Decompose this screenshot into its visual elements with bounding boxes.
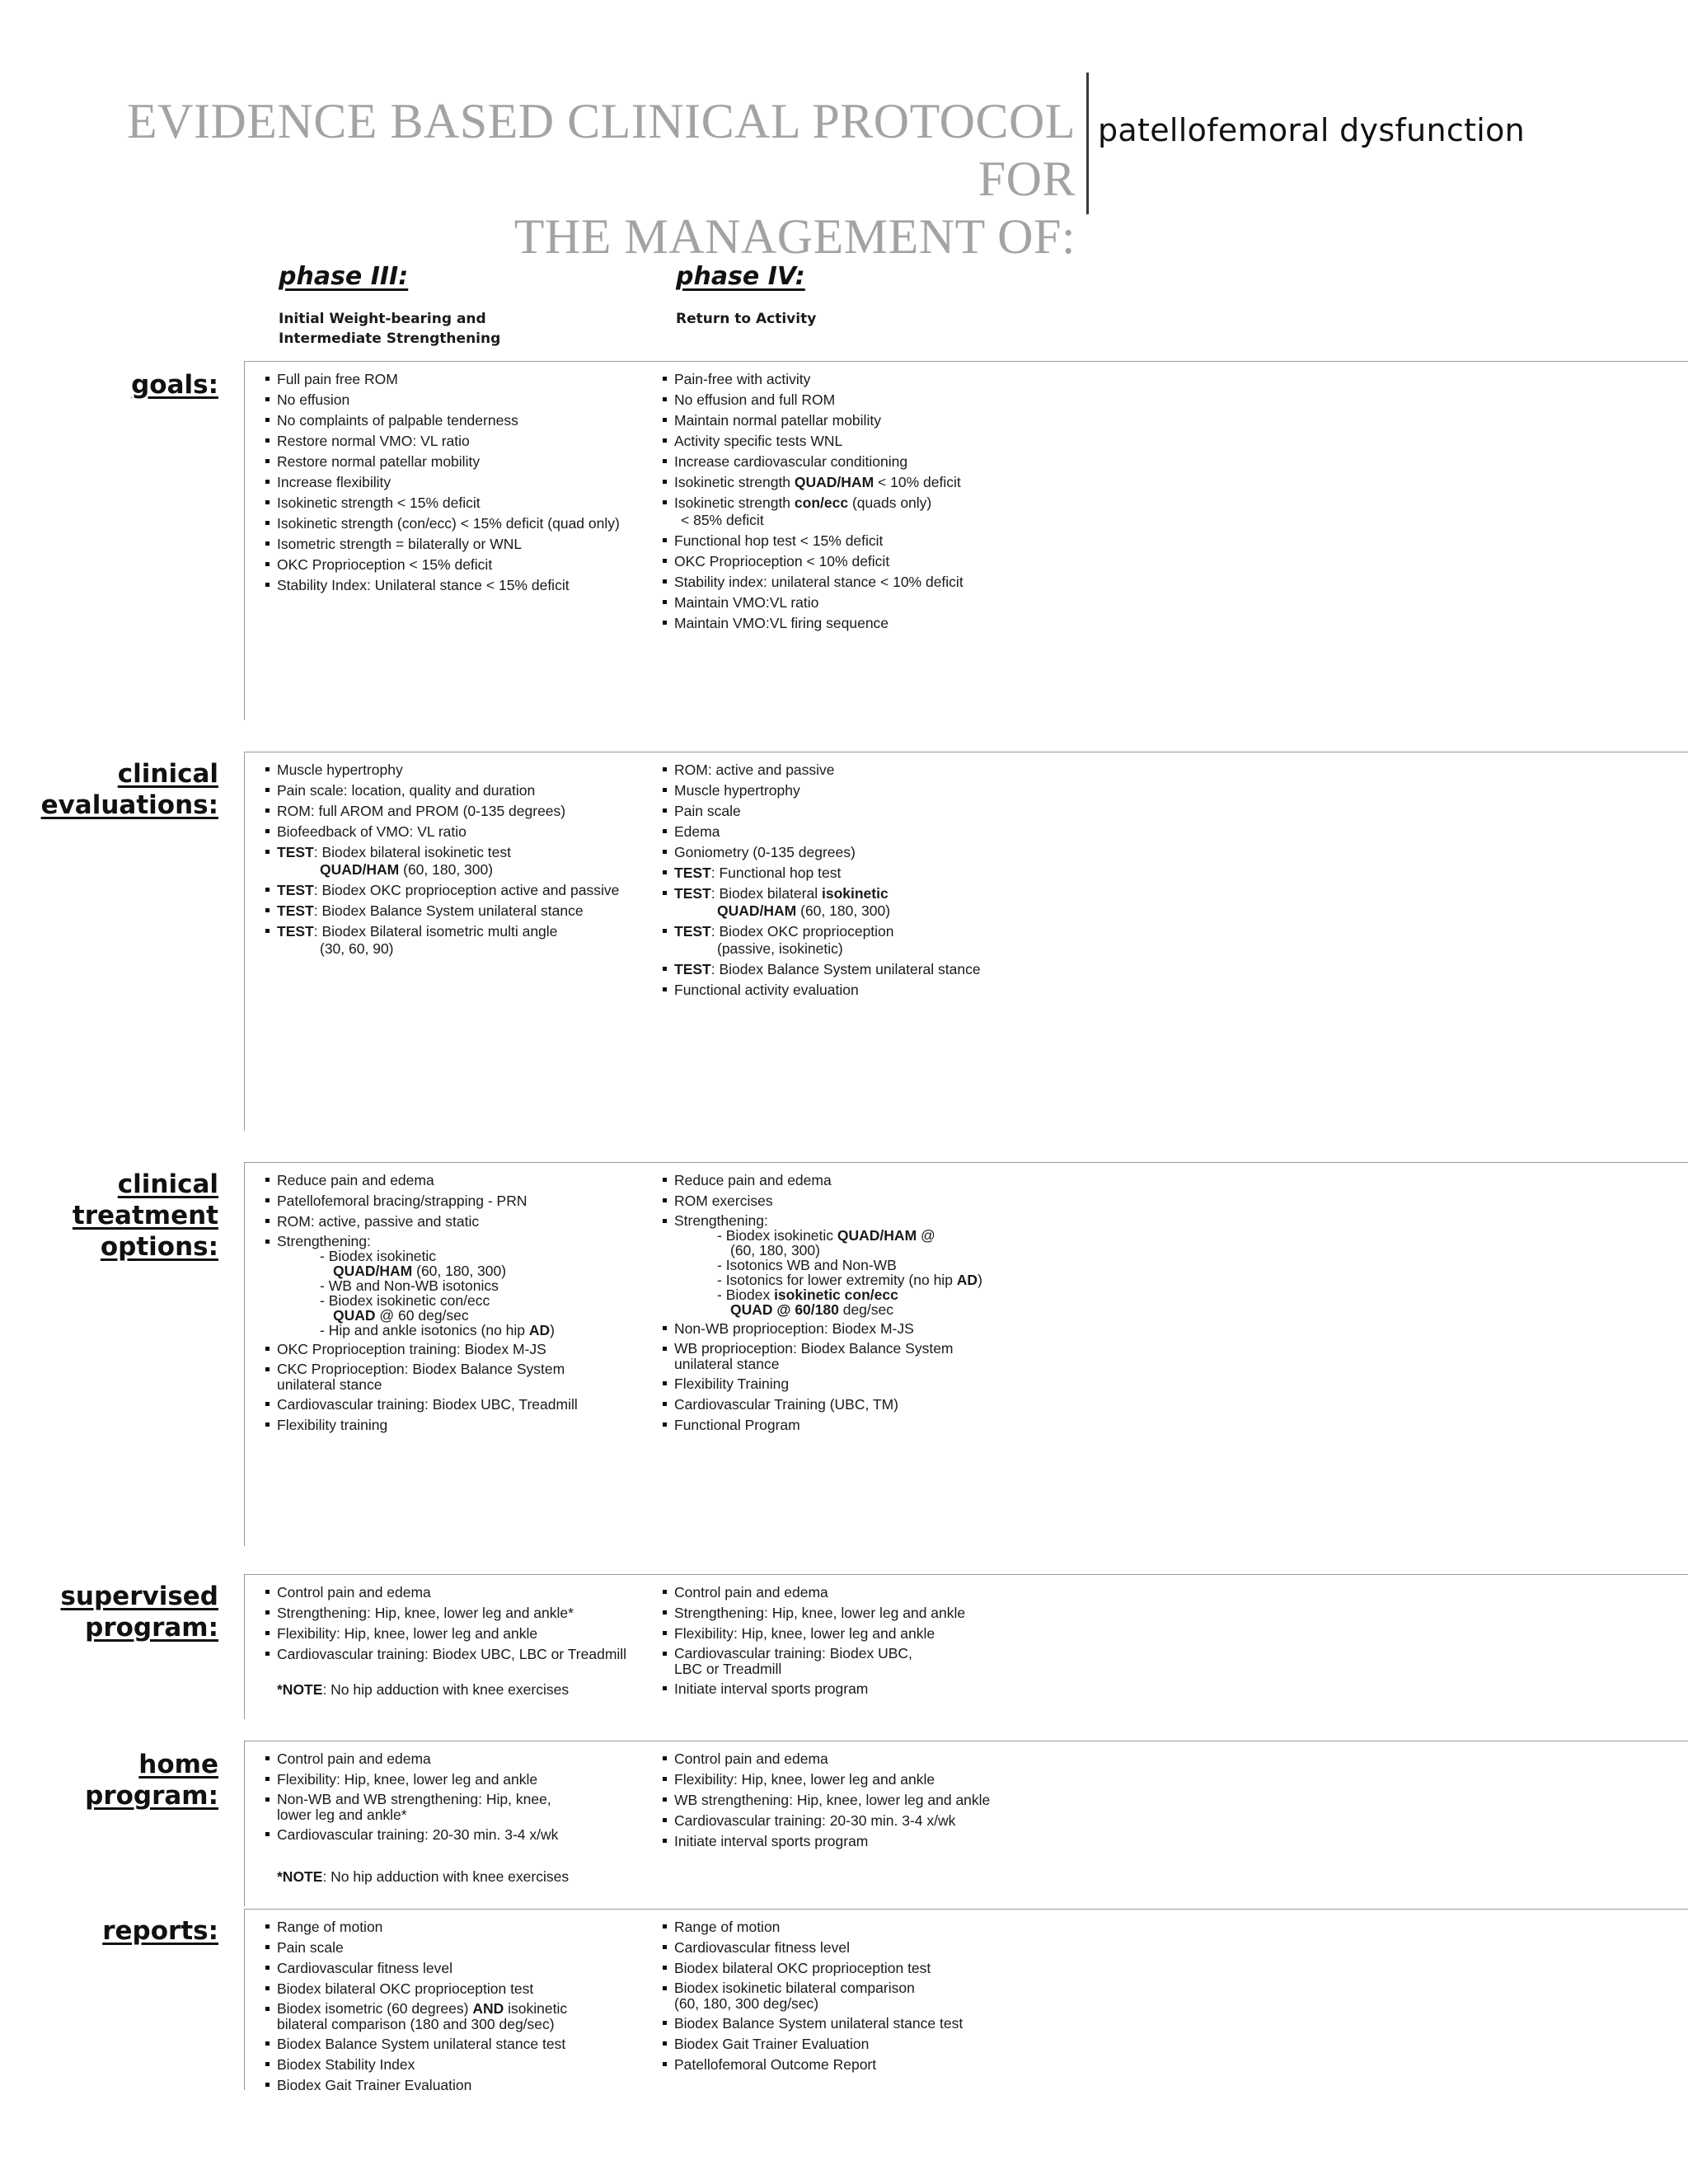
list-item bbox=[265, 1792, 653, 1823]
list-item bbox=[663, 1341, 1108, 1372]
evaluations-label bbox=[16, 758, 218, 821]
item-text: - Isotonics for lower extremity (no hip bbox=[717, 1272, 957, 1288]
sub-item bbox=[674, 1228, 1108, 1243]
treatment-label bbox=[16, 1169, 218, 1263]
item-bold: isokinetic bbox=[821, 885, 889, 902]
note-bold: *NOTE bbox=[277, 1868, 323, 1885]
list-item bbox=[663, 885, 1108, 920]
item-text: Biodex isokinetic bilateral comparison bbox=[674, 1980, 915, 1996]
item-text: ) bbox=[978, 1272, 982, 1288]
list-item: Cardiovascular Training (UBC, TM) bbox=[663, 1396, 1108, 1413]
item-text: Non-WB and WB strengthening: Hip, knee, bbox=[277, 1791, 551, 1807]
list-item: Biodex Stability Index bbox=[265, 2056, 653, 2074]
item-bold: isokinetic con/ecc bbox=[774, 1286, 898, 1303]
list-item: Full pain free ROM bbox=[265, 371, 653, 388]
item-bold: TEST bbox=[674, 865, 711, 881]
list-item: Patellofemoral Outcome Report bbox=[663, 2056, 1108, 2074]
list-item: Strengthening: Hip, knee, lower leg and ankle bbox=[663, 1605, 1108, 1622]
item-text: Isokinetic strength bbox=[674, 494, 795, 511]
item-bold: AND bbox=[472, 2000, 504, 2017]
item-text: deg/sec bbox=[838, 1301, 893, 1318]
item-text: @ 60 deg/sec bbox=[375, 1307, 469, 1324]
list-item: Restore normal VMO: VL ratio bbox=[265, 433, 653, 450]
item-bold: TEST bbox=[674, 961, 711, 977]
item-continuation bbox=[277, 861, 653, 879]
list-item: Flexibility: Hip, knee, lower leg and ankle bbox=[265, 1625, 653, 1643]
list-item: Flexibility Training bbox=[663, 1376, 1108, 1393]
list-item: Edema bbox=[663, 823, 1108, 841]
list-item: Cardiovascular training: Biodex UBC, Treadmill bbox=[265, 1396, 653, 1413]
sub-item bbox=[277, 1263, 653, 1278]
list-item: Flexibility: Hip, knee, lower leg and ankle bbox=[265, 1771, 653, 1788]
list-item: OKC Proprioception training: Biodex M-JS bbox=[265, 1341, 653, 1358]
treatment-section bbox=[0, 1162, 1688, 1546]
list-item: Biofeedback of VMO: VL ratio bbox=[265, 823, 653, 841]
list-item: Initiate interval sports program bbox=[663, 1680, 1108, 1698]
list-item: Non-WB proprioception: Biodex M-JS bbox=[663, 1320, 1108, 1338]
list-item: Pain scale: location, quality and duration bbox=[265, 782, 653, 799]
list-item: Functional hop test < 15% deficit bbox=[663, 532, 1108, 550]
list-item: Isometric strength = bilaterally or WNL bbox=[265, 536, 653, 553]
item-text: (60, 180, 300) bbox=[412, 1263, 507, 1279]
list-item: Functional Program bbox=[663, 1417, 1108, 1434]
supervised-phase4-list bbox=[663, 1584, 1108, 1701]
note-bold: *NOTE bbox=[277, 1681, 323, 1698]
phase-3-subtitle bbox=[279, 309, 658, 349]
evaluations-section bbox=[0, 752, 1688, 1131]
list-item: Patellofemoral bracing/strapping - PRN bbox=[265, 1193, 653, 1210]
item-text: : Biodex OKC proprioception bbox=[710, 923, 894, 940]
sub-item bbox=[277, 1308, 653, 1323]
list-item: Control pain and edema bbox=[265, 1750, 653, 1768]
list-item: No complaints of palpable tenderness bbox=[265, 412, 653, 429]
list-item: Cardiovascular training: 20-30 min. 3-4 x/wk bbox=[265, 1826, 653, 1844]
list-item: Muscle hypertrophy bbox=[265, 762, 653, 779]
list-item bbox=[265, 1234, 653, 1338]
list-item: Range of motion bbox=[265, 1919, 653, 1936]
protocol-subject: patellofemoral dysfunction bbox=[1098, 112, 1526, 148]
item-bold: con/ecc bbox=[794, 494, 849, 511]
item-bold: QUAD/HAM bbox=[794, 474, 874, 490]
list-item: Cardiovascular training: 20-30 min. 3-4 x/wk bbox=[663, 1812, 1108, 1830]
list-item: Reduce pain and edema bbox=[265, 1172, 653, 1189]
list-item: Initiate interval sports program bbox=[663, 1833, 1108, 1850]
item-text: Cardiovascular training: Biodex UBC, bbox=[674, 1645, 912, 1661]
item-text: ) bbox=[550, 1322, 555, 1338]
goals-phase4-list bbox=[663, 371, 1108, 635]
list-item: Muscle hypertrophy bbox=[663, 782, 1108, 799]
list-item: Maintain VMO:VL ratio bbox=[663, 594, 1108, 612]
evaluations-phase4-list bbox=[663, 762, 1108, 1002]
list-item: Biodex Balance System unilateral stance test bbox=[663, 2015, 1108, 2032]
item-text: isokinetic bbox=[504, 2000, 568, 2017]
list-item: OKC Proprioception < 15% deficit bbox=[265, 556, 653, 574]
item-continuation: (passive, isokinetic) bbox=[717, 940, 843, 957]
home-label-line2: program: bbox=[85, 1781, 218, 1811]
item-bold: QUAD/HAM bbox=[333, 1263, 413, 1279]
list-item: Flexibility: Hip, knee, lower leg and ankle bbox=[663, 1625, 1108, 1643]
list-item: Activity specific tests WNL bbox=[663, 433, 1108, 450]
evaluations-label-line2: evaluations: bbox=[40, 790, 218, 820]
list-item: Flexibility: Hip, knee, lower leg and ankle bbox=[663, 1771, 1108, 1788]
list-item: Pain scale bbox=[663, 803, 1108, 820]
item-text: Strengthening: bbox=[277, 1233, 371, 1249]
item-text: - Biodex isokinetic bbox=[717, 1227, 837, 1244]
list-item: Increase cardiovascular conditioning bbox=[663, 453, 1108, 471]
phase-3-header bbox=[279, 262, 658, 349]
item-text: < 10% deficit bbox=[874, 474, 961, 490]
item-text: : Functional hop test bbox=[710, 865, 842, 881]
list-item: OKC Proprioception < 10% deficit bbox=[663, 553, 1108, 570]
item-bold: TEST bbox=[277, 844, 314, 860]
item-bold: TEST bbox=[277, 902, 314, 919]
list-item: Restore normal patellar mobility bbox=[265, 453, 653, 471]
item-text: CKC Proprioception: Biodex Balance System bbox=[277, 1361, 565, 1377]
treatment-label-line1: clinical bbox=[117, 1169, 218, 1199]
supervised-note bbox=[277, 1681, 569, 1699]
list-item: Cardiovascular fitness level bbox=[663, 1939, 1108, 1957]
supervised-phase3-list bbox=[265, 1584, 653, 1666]
item-text: : Biodex bilateral isokinetic test bbox=[313, 844, 512, 860]
home-label-line1: home bbox=[138, 1750, 218, 1779]
item-text: : Biodex Bilateral isometric multi angle bbox=[313, 923, 558, 940]
item-text: - Biodex bbox=[717, 1286, 775, 1303]
list-item: Cardiovascular fitness level bbox=[265, 1960, 653, 1977]
item-continuation: < 85% deficit bbox=[681, 512, 764, 528]
evaluations-phase3-list bbox=[265, 762, 653, 961]
item-text: - Hip and ankle isotonics (no hip bbox=[320, 1322, 529, 1338]
item-bold: QUAD @ 60/180 bbox=[730, 1301, 839, 1318]
item-bold: TEST bbox=[674, 885, 711, 902]
item-bold: AD bbox=[956, 1272, 978, 1288]
list-item: Pain scale bbox=[265, 1939, 653, 1957]
home-phase3-list bbox=[265, 1750, 653, 1847]
treatment-phase4-list bbox=[663, 1172, 1108, 1437]
item-text: : Biodex Balance System unilateral stance bbox=[710, 961, 981, 977]
phase-4-name: phase IV: bbox=[676, 262, 805, 291]
list-item: WB strengthening: Hip, knee, lower leg and ankle bbox=[663, 1792, 1108, 1809]
protocol-title-line2: THE MANAGEMENT OF: bbox=[513, 209, 1076, 264]
item-continuation: LBC or Treadmill bbox=[674, 1661, 782, 1677]
item-text: : Biodex bilateral bbox=[710, 885, 822, 902]
item-text: Biodex isometric (60 degrees) bbox=[277, 2000, 473, 2017]
list-item bbox=[663, 1213, 1108, 1317]
home-phase4-list bbox=[663, 1750, 1108, 1854]
item-continuation: lower leg and ankle* bbox=[277, 1807, 407, 1823]
list-item bbox=[265, 902, 653, 920]
list-item: Isokinetic strength < 15% deficit bbox=[265, 494, 653, 512]
list-item: Biodex bilateral OKC proprioception test bbox=[663, 1960, 1108, 1977]
list-item: Range of motion bbox=[663, 1919, 1108, 1936]
home-label bbox=[16, 1749, 218, 1811]
list-item: Maintain normal patellar mobility bbox=[663, 412, 1108, 429]
list-item: Pain-free with activity bbox=[663, 371, 1108, 388]
list-item: ROM: active, passive and static bbox=[265, 1213, 653, 1230]
list-item bbox=[663, 494, 1108, 529]
reports-label: reports: bbox=[102, 1916, 218, 1946]
note-text: : No hip adduction with knee exercises bbox=[322, 1868, 570, 1885]
list-item: No effusion bbox=[265, 391, 653, 409]
list-item: Stability index: unilateral stance < 10% deficit bbox=[663, 574, 1108, 591]
list-item: No effusion and full ROM bbox=[663, 391, 1108, 409]
treatment-phase3-list bbox=[265, 1172, 653, 1437]
list-item: Stability Index: Unilateral stance < 15% deficit bbox=[265, 577, 653, 594]
item-bold: TEST bbox=[674, 923, 711, 940]
item-text: WB proprioception: Biodex Balance System bbox=[674, 1340, 954, 1357]
sub-item: (60, 180, 300) bbox=[730, 1242, 820, 1258]
supervised-section bbox=[0, 1574, 1688, 1719]
list-item: Cardiovascular training: Biodex UBC, LBC or Treadmill bbox=[265, 1646, 653, 1663]
list-item: Reduce pain and edema bbox=[663, 1172, 1108, 1189]
sub-item bbox=[674, 1302, 1108, 1317]
list-item: ROM exercises bbox=[663, 1193, 1108, 1210]
item-bold: QUAD bbox=[333, 1307, 376, 1324]
sub-item bbox=[674, 1287, 1108, 1302]
list-item: Biodex bilateral OKC proprioception test bbox=[265, 1980, 653, 1998]
list-item bbox=[663, 1646, 1108, 1677]
list-item: Biodex Balance System unilateral stance test bbox=[265, 2036, 653, 2053]
goals-phase3-list bbox=[265, 371, 653, 598]
home-section bbox=[0, 1741, 1688, 1889]
item-continuation: (30, 60, 90) bbox=[320, 940, 394, 957]
phase-4-header bbox=[676, 262, 1055, 329]
item-text: (60, 180, 300) bbox=[796, 902, 891, 919]
item-continuation: unilateral stance bbox=[674, 1356, 780, 1372]
home-note bbox=[277, 1868, 569, 1886]
reports-phase3-list bbox=[265, 1919, 653, 2097]
goals-section bbox=[0, 361, 1688, 720]
item-bold: QUAD/HAM bbox=[717, 902, 797, 919]
supervised-label-line1: supervised bbox=[60, 1582, 218, 1611]
item-text: Isokinetic strength bbox=[674, 474, 795, 490]
supervised-label-line2: program: bbox=[85, 1613, 218, 1643]
list-item: Goniometry (0-135 degrees) bbox=[663, 844, 1108, 861]
list-item bbox=[663, 923, 1108, 958]
list-item bbox=[265, 2001, 653, 2032]
sub-item: - Biodex isokinetic con/ecc bbox=[320, 1292, 490, 1309]
treatment-label-line3: options: bbox=[100, 1232, 218, 1262]
list-item: Isokinetic strength (con/ecc) < 15% deficit (quad only) bbox=[265, 515, 653, 532]
list-item: Flexibility training bbox=[265, 1417, 653, 1434]
evaluations-label-line1: clinical bbox=[117, 759, 218, 789]
item-text: (quads only) bbox=[848, 494, 932, 511]
phase-4-subtitle-line1: Return to Activity bbox=[676, 311, 817, 327]
list-item bbox=[265, 882, 653, 899]
sub-item bbox=[674, 1272, 1108, 1287]
item-continuation: unilateral stance bbox=[277, 1376, 382, 1393]
sub-item: - WB and Non-WB isotonics bbox=[320, 1277, 499, 1294]
list-item bbox=[265, 844, 653, 879]
list-item: Strengthening: Hip, knee, lower leg and ankle* bbox=[265, 1605, 653, 1622]
item-text: Strengthening: bbox=[674, 1212, 768, 1229]
phase-3-name: phase III: bbox=[279, 262, 409, 291]
list-item bbox=[663, 1980, 1108, 2012]
list-item: Control pain and edema bbox=[663, 1584, 1108, 1601]
item-continuation: bilateral comparison (180 and 300 deg/sec) bbox=[277, 2016, 555, 2032]
list-item: Control pain and edema bbox=[265, 1584, 653, 1601]
treatment-label-line2: treatment bbox=[72, 1201, 218, 1230]
list-item: Maintain VMO:VL firing sequence bbox=[663, 615, 1108, 632]
item-bold: TEST bbox=[277, 882, 314, 898]
item-text: : Biodex OKC proprioception active and passive bbox=[313, 882, 620, 898]
list-item bbox=[663, 961, 1108, 978]
item-text: : Biodex Balance System unilateral stance bbox=[313, 902, 584, 919]
supervised-label bbox=[16, 1581, 218, 1643]
reports-section bbox=[0, 1909, 1688, 2093]
phase-3-subtitle-line1: Initial Weight-bearing and bbox=[279, 311, 486, 327]
item-text: (60, 180, 300) bbox=[399, 861, 494, 878]
item-bold: QUAD/HAM bbox=[837, 1227, 917, 1244]
list-item bbox=[265, 1361, 653, 1393]
list-item: Functional activity evaluation bbox=[663, 982, 1108, 999]
list-item bbox=[663, 474, 1108, 491]
protocol-title-line1: EVIDENCE BASED CLINICAL PROTOCOL FOR bbox=[127, 94, 1076, 206]
phase-3-subtitle-line2: Intermediate Strengthening bbox=[279, 330, 501, 347]
item-bold: AD bbox=[528, 1322, 551, 1338]
sub-item: - Biodex isokinetic bbox=[320, 1248, 437, 1264]
list-item: ROM: full AROM and PROM (0-135 degrees) bbox=[265, 803, 653, 820]
item-text: @ bbox=[917, 1227, 935, 1244]
note-text: : No hip adduction with knee exercises bbox=[322, 1681, 570, 1698]
list-item: ROM: active and passive bbox=[663, 762, 1108, 779]
reports-phase4-list bbox=[663, 1919, 1108, 2077]
protocol-title bbox=[82, 92, 1076, 265]
list-item: Biodex Gait Trainer Evaluation bbox=[663, 2036, 1108, 2053]
sub-item bbox=[277, 1323, 653, 1338]
goals-label: goals: bbox=[131, 370, 218, 400]
list-item bbox=[663, 865, 1108, 882]
item-continuation: (60, 180, 300 deg/sec) bbox=[674, 1995, 819, 2012]
item-continuation bbox=[674, 902, 1108, 920]
item-bold: QUAD/HAM bbox=[320, 861, 400, 878]
header-divider bbox=[1086, 73, 1089, 214]
sub-item: - Isotonics WB and Non-WB bbox=[717, 1257, 897, 1273]
phase-4-subtitle bbox=[676, 309, 1055, 329]
item-bold: TEST bbox=[277, 923, 314, 940]
list-item: Increase flexibility bbox=[265, 474, 653, 491]
list-item: Control pain and edema bbox=[663, 1750, 1108, 1768]
list-item bbox=[265, 923, 653, 958]
list-item: Biodex Gait Trainer Evaluation bbox=[265, 2077, 653, 2094]
